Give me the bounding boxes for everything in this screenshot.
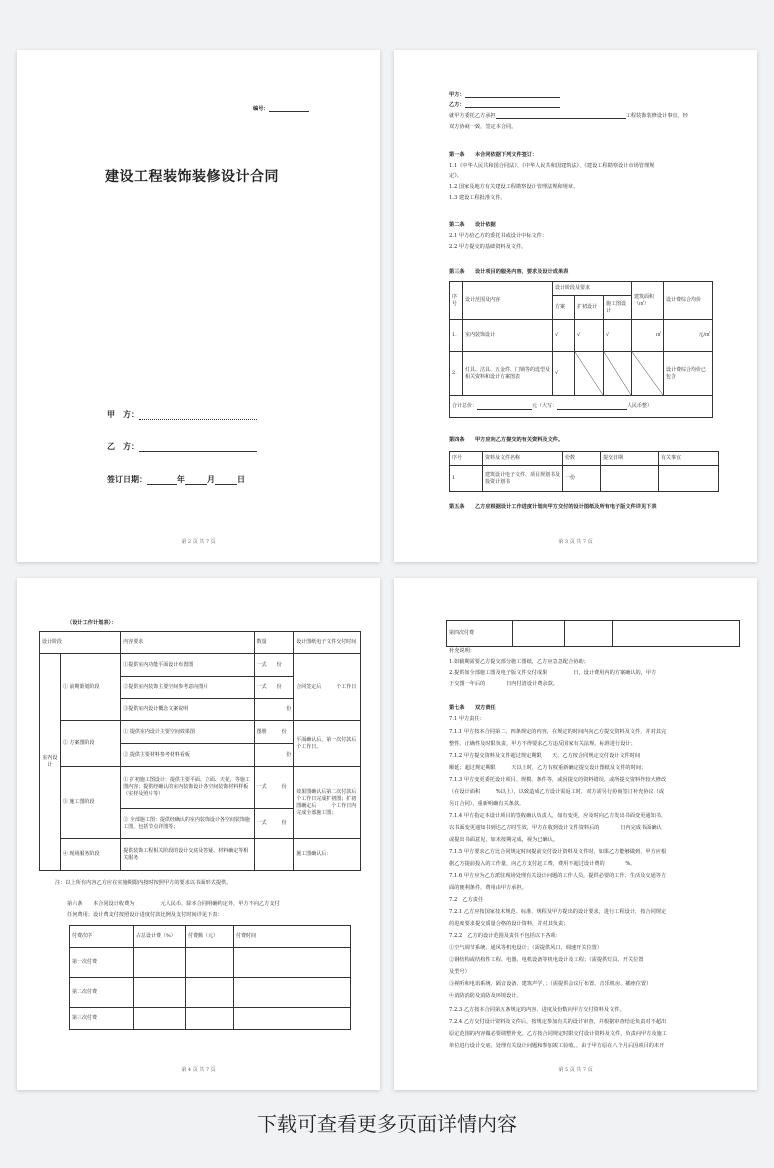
download-more-banner[interactable]: 下载可查看更多页面详情内容	[257, 1112, 517, 1136]
materials-table	[449, 451, 719, 492]
intro-part-1: 就甲方委托乙方承担	[449, 113, 496, 119]
contract-page-4	[17, 578, 380, 1090]
pay-row-2-pct	[134, 978, 186, 1008]
r1-fee: 元/㎡	[664, 320, 713, 352]
h-seq: 付费次序	[70, 926, 134, 948]
clause-line: 7.1.2 甲方提交资料及文件超过规定期限 天，乙方按合同规定交付设计文件时间	[449, 753, 641, 759]
r2-fee: 设计费综合均价已包含	[664, 352, 713, 396]
s4-label: ④ 现场服务阶段	[60, 839, 120, 871]
plan-heading: （设计工作计划表）：	[67, 620, 117, 626]
sign-date-line	[107, 474, 245, 485]
clause-line: 7.2.3 乙方按本合同第五条规定的内容、进度及份数向甲方交付资料及文件。	[449, 1007, 625, 1013]
r1-note	[659, 466, 719, 492]
pay-row-3-pct	[134, 1008, 186, 1030]
r1-cons: √	[604, 320, 632, 352]
date-label: 签订日期：	[107, 474, 147, 484]
day-label: 日	[237, 474, 245, 484]
h-qty: 数量	[254, 632, 294, 654]
s2-r2: ② 提供主要材料参考材料看板	[121, 744, 254, 767]
clause-line: 的进度要求提交质量合格的设计资料，并对其负责；	[449, 921, 569, 927]
pay-row-2-time	[234, 978, 351, 1008]
r1-scope: 室内装饰设计	[463, 320, 553, 352]
page-number: 第 5 页 共 7 页	[558, 1067, 593, 1073]
clause-line: （在设计面积 %以上），以致造成乙方设计需返工时，双方需另行协商签订补充协议（或	[449, 789, 665, 795]
contract-title: 建设工程装饰装修设计合同	[105, 169, 279, 185]
total-label: 合计总价：	[452, 403, 478, 409]
article-2-2: 2.2 甲方提交的基础资料及文件。	[449, 244, 527, 250]
clause-line: ④消防消防及消防及环境设计。	[449, 993, 522, 999]
intro-text	[449, 114, 688, 119]
article-1-1b: 定》。	[449, 173, 462, 179]
s1-r2: ②提供室内装饰主要空间参考意向图片	[121, 677, 254, 699]
clause-line: 7.2.4 乙方交付设计资料及文件后，按规定参加有关的设计审查，并根据审查结论负责对不超出	[449, 1019, 667, 1025]
payment-table-continued	[446, 620, 740, 647]
party-a-line	[449, 93, 560, 98]
work-plan-table	[39, 631, 372, 871]
r2-scope: 灯具、洁具、五金件、门锁等的选型及相关资料和设计方案图表	[463, 352, 553, 396]
clause-line: 7.1.3 甲方变更委托设计项目、规模、条件等，或因提交的资料错误，或所提交资料作较大修改	[449, 777, 667, 783]
clause-line: 7.1.5 甲方要求乙方比合同规定时间提前交付设计资料及文件时，如果乙方能够做到，甲方应根	[449, 849, 667, 855]
clause-line: 顺延；超过规定期限 天以上时，乙方有权重新确定提交设计图纸及文件的时间；	[449, 765, 647, 771]
r1-date	[601, 466, 659, 492]
s1-r1: ①提供室内功能平面设计布置图	[121, 654, 254, 677]
total-row	[450, 396, 713, 418]
pay-row-2: 第二次付费	[70, 978, 134, 1008]
design-scope-table	[449, 281, 713, 418]
clause-line: ③视听和电讯系统、隔音设备、建筑声学、；（需提供会议厅布置、音乐机房、插座位置）	[449, 981, 652, 987]
h-date: 提交日期	[601, 452, 659, 466]
s2-q2: 份	[254, 744, 294, 767]
s1-r3: ③提供室内设计概念文案说明	[121, 699, 254, 721]
pay-row-4-pct	[513, 621, 565, 647]
article-2-1: 2.1 甲方给乙方的委托书或设计中标文件：	[449, 233, 548, 239]
h-name: 资料及文件名称	[483, 452, 563, 466]
h-ext: 扩初设计	[575, 296, 604, 320]
s1-q1: 一式 份	[254, 654, 294, 677]
h-cons: 施工图设计	[604, 296, 632, 320]
pay-row-1: 第一次付费	[70, 948, 134, 978]
clause-line: 面的便利条件，费用由甲方承担。	[449, 885, 527, 891]
article-5-title: 第五条 乙方应根据设计工作进度计划向甲方交付的设计图纸及所有电子版文件详见下表	[449, 504, 657, 510]
party-a-label: 甲方：	[449, 92, 465, 98]
s2-label: ② 方案图阶段	[60, 721, 120, 767]
r1-count: 一份	[563, 466, 601, 492]
pay-row-3-time	[234, 1008, 351, 1030]
clause-line: 7.1.1 甲方按本合同第二、四条规定的内容，在规定的时间内向乙方提交资料及文件，并对其完	[449, 729, 667, 735]
r2-cons-blank	[604, 352, 632, 396]
r1-ext: √	[575, 320, 604, 352]
r1-plan: √	[553, 320, 575, 352]
contract-page-5	[394, 578, 757, 1090]
supplement-2b: 于交图一年后的 日内付清设计费余款。	[449, 681, 558, 687]
pay-row-1-time	[234, 948, 351, 978]
article-1-title: 第一条 本合同依据下列文件签订：	[449, 152, 538, 158]
h-stage: 设计阶段及要求	[553, 282, 632, 296]
intro-part-2: 工程装饰装修设计事宜，经	[625, 113, 688, 119]
h-seq: 序号	[450, 452, 483, 466]
article-1-3: 1.3 建设工程批准文件。	[449, 195, 506, 201]
article-4-title: 第四条 甲方应向乙方提交的有关资料及文件。	[449, 437, 564, 443]
article-1-1: 1.1《中华人民共和国合同法》、《中华人民共和国建筑法》、《建设工程勘察设计市场管理规	[449, 163, 655, 169]
total-currency: 人民币整）	[627, 403, 653, 409]
s1-q3: 份	[254, 699, 294, 721]
s4-r1: 提供装饰工程相关阶段的设计交底及答疑、材料确定等相关服务	[121, 839, 254, 871]
supplement-1: 1.如截期需要乙方提交部分施工图纸，乙方应急急配合协助；	[449, 659, 589, 665]
s2-time: 平面确认后，第一次付款后 个工作日。	[294, 721, 361, 767]
party-b-label: 乙 方：	[107, 441, 139, 451]
h-amt: 付费额（元）	[186, 926, 234, 948]
r1-name: 建筑设计电子文件、项目规划书及投资计划书	[483, 466, 563, 492]
contract-number	[253, 107, 309, 112]
h-fee: 设计费综合均价	[664, 282, 713, 320]
month-label: 月	[207, 474, 215, 484]
article-7-title: 第七条 双方责任	[449, 705, 496, 711]
group-label: 室内设计	[40, 654, 61, 871]
s3-r1: ① 扩初施工图设计：提供主要平面、立面、天花，等施工图内容；提供经确认的室内装饰设计各空间装饰材料样板（实样及照片等）	[121, 767, 254, 809]
s4-qty	[254, 839, 294, 871]
h-time: 付费时间	[234, 926, 351, 948]
intro-text-2: 双方协商一致，签定本合同。	[449, 124, 517, 130]
r2-seq: 2.	[450, 352, 463, 396]
clause-line: 7.2.1 乙方应按国家技术规范、标准、规程及甲方提出的设计要求，进行工程设计，按合同规定	[449, 909, 667, 915]
s2-r1: ① 提供室内设计主要空间效果图	[121, 721, 254, 744]
s3-time: 效果图确认后第二次付款后 个工作日完成扩初图；扩初图确定后 个工作日内完成全部施工图；	[294, 767, 361, 839]
pay-row-1-pct	[134, 948, 186, 978]
year-label: 年	[177, 474, 185, 484]
clause-line: 以书面变更通知书到达乙方时生效，甲方在收到设计文件资料后的 日内完成书面确认	[449, 825, 662, 831]
clause-line: 7.1 甲方责任：	[449, 716, 485, 722]
s4-time: 施工图确认后：	[294, 839, 361, 871]
clause-line: 7.1.6 甲方应为乙方派驻现场处理有关设计问题的工作人员，提供必要的工作、生活及交通等方	[449, 873, 667, 879]
h-seq: 序号	[450, 282, 463, 320]
supplement-2: 2.提供如全部施工图及电子版文件交付成果 日，设计费用内的方案确认的，甲方	[449, 670, 657, 676]
clause-line: ①空气调节系统、通风等机电设计；（需提供风口、调速开关位置）	[449, 945, 603, 951]
h-count: 份数	[563, 452, 601, 466]
article-2-title: 第二条 设计依据	[449, 222, 496, 228]
h-time: 设计图纸电子文件交付时间	[294, 632, 361, 654]
s1-q2: 一式 份	[254, 677, 294, 699]
pay-row-3: 第三次付费	[70, 1008, 134, 1030]
article-6-line-1: 第六条 本合同设计收费为 元人民币，除本合同明确约定外，甲方不向乙方支付	[67, 901, 280, 907]
clause-line: 及型号）	[449, 969, 470, 975]
clause-line: 原定范围的内容做必要调整补充。乙方按合同规定时限交付设计资料及文件，负责向甲方及施工	[449, 1031, 667, 1037]
r2-ext-blank	[575, 352, 604, 396]
party-b-line	[449, 103, 560, 108]
clause-line: 据乙方提前投入的工作量，向乙方支付赶工费，费用不超过设计费的 %。	[449, 861, 636, 867]
party-b-line	[107, 441, 257, 452]
page-number: 第 3 页 共 7 页	[558, 539, 593, 545]
party-a-label: 甲 方：	[107, 409, 139, 419]
r1-area: ㎡	[632, 320, 664, 352]
pay-row-2-amt	[186, 978, 234, 1008]
clause-line: 或提出书面意见，如未按期完成，视为已确认。	[449, 837, 558, 843]
clause-line: 7.2.2 乙方的设计范围及责任不包括以下各项：	[449, 933, 561, 939]
supplement-label: 补充说明：	[449, 648, 475, 654]
clause-line: 整性、正确性及时限负责，甲方不得要求乙方违反国家有关法规、标准进行设计；	[449, 741, 636, 747]
s3-q2: 一式 份	[254, 809, 294, 839]
article-1-2: 1.2 国家及地方有关建设工程勘察设计管理法规和规章。	[449, 184, 579, 190]
clause-line: 单位进行设计交底、处理有关设计问题和参加竣工验收。，由于甲方原在八个月后因项目的未开	[449, 1043, 665, 1049]
r2-plan: √	[553, 352, 575, 396]
s2-q1: 图册 份	[254, 721, 294, 744]
total-unit: 元（大写：	[532, 403, 558, 409]
h-scope: 设计范围及内容	[463, 282, 553, 320]
h-req: 内容要求	[121, 632, 254, 654]
r1-seq: 1.	[450, 320, 463, 352]
page-number: 第 4 页 共 7 页	[181, 1067, 216, 1073]
pay-row-3-amt	[186, 1008, 234, 1030]
clause-line: 7.1.4 甲方指定本设计项目的签收确认负责人，如有变更，应及时向乙方发出书面变更通知书，	[449, 813, 667, 819]
s3-q1: 一式 份	[254, 767, 294, 809]
pay-row-1-amt	[186, 948, 234, 978]
article-3-title: 第三条 设计项目的服务内容、要求及设计成果表	[449, 269, 569, 275]
pay-row-4: 第四次付费	[447, 621, 513, 647]
s3-label: ③ 施工图阶段	[60, 767, 120, 839]
r2-area-blank	[632, 352, 664, 396]
h-area: 建筑面积（㎡）	[632, 282, 664, 320]
party-b-label: 乙方：	[449, 102, 465, 108]
s1-label: ① 前期策划阶段	[60, 654, 120, 721]
pay-row-4-amt	[565, 621, 613, 647]
h-note: 有关事宜	[659, 452, 719, 466]
number-label: 编号：	[253, 106, 269, 112]
pay-row-4-time	[613, 621, 740, 647]
contract-cover-page	[17, 50, 380, 562]
h-stage: 设计阶段	[40, 632, 121, 654]
payment-table	[69, 925, 351, 1030]
h-pct: 占总设计费（%）	[134, 926, 186, 948]
contract-page-3	[394, 50, 757, 562]
s1-time: 合同签定后 个工作日	[294, 654, 361, 721]
article-6-line-2: 任何费用；设计费支付按照设计进度付款比例及支付时间详见下表：	[67, 912, 223, 918]
clause-line: 7.2 乙方责任	[449, 897, 484, 903]
clause-line: ②钢结构或结构性工程、电器、电机设备等机电设计及工程；（需提供灯具、开关位置	[449, 957, 644, 963]
party-a-line	[107, 409, 257, 420]
page-number: 第 2 页 共 7 页	[181, 539, 216, 545]
h-plan: 方案	[553, 296, 575, 320]
r1-seq: 1	[450, 466, 483, 492]
plan-note: 注：以上所有内容乙方应在实施期限内按时按照甲方的要求以书面形式提供。	[55, 880, 232, 886]
clause-line: 另订合同），重新明确有关条款。	[449, 801, 525, 807]
s3-r2: ② 全部施工图：提供经确认的室内装饰设计各空间装饰施工图，包括节点详图等；	[121, 809, 254, 839]
